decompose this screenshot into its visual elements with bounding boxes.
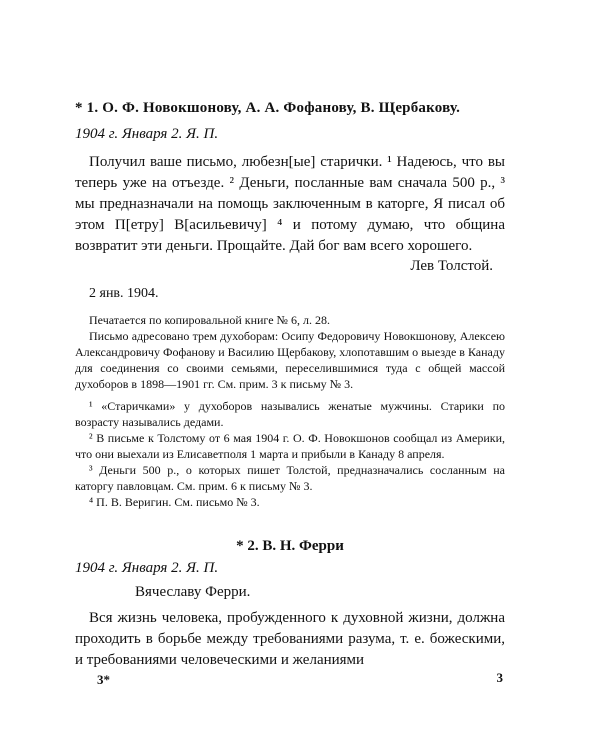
letter-1-paragraph: Получил ваше письмо, любезн[ые] старички. ¹ Надеюсь, что вы теперь уже на отъезде. ² Деньги, посланные вам сначала 500 р., ³ мы предназначали на помощь заключенным в каторге, Я писал об этом П[етру] В[асильевичу] ⁴ и потому думаю, что община возвратит эти деньги. Прощайте. Дай бог вам всего хорошего. [75, 154, 505, 254]
letter-1-body [75, 152, 505, 257]
letter-2-heading: * 2. В. Н. Ферри [236, 538, 344, 554]
letter-2-addressee: Вячеславу Ферри. [135, 584, 251, 600]
footnote-4: ⁴ П. В. Веригин. См. письмо № 3. [89, 495, 260, 509]
letter-2-paragraph: Вся жизнь человека, пробужденного к духовной жизни, должна проходить в борьбе между требованиями разума, т. е. божескими, и требованиями человеческими и желаниями [75, 610, 505, 668]
letter-1-dateline: 1904 г. Января 2. Я. П. [75, 126, 219, 142]
letter-1-signature: Лев Толстой. [410, 258, 493, 274]
letter-1-notes [75, 312, 505, 392]
page-number: 3 [496, 670, 503, 685]
signature-mark: 3* [97, 672, 110, 687]
letter-1-footnotes [75, 398, 505, 510]
footnote-2: ² В письме к Толстому от 6 мая 1904 г. О. Ф. Новокшонов сообщал из Америки, что они выехали из Елисаветполя 1 марта и прибыли в Канаду 8 апреля. [75, 431, 505, 461]
letter-1-heading: * 1. О. Ф. Новокшонову, А. А. Фофанову, В. Щербакову. [75, 100, 461, 116]
footnote-3: ³ Деньги 500 р., о которых пишет Толстой, предназначались сосланным на каторгу павловцам. См. прим. 6 к письму № 3. [75, 463, 505, 493]
letter-2-body [75, 608, 505, 671]
addressee-note: Письмо адресовано трем духоборам: Осипу Федоровичу Новокшонову, Алексею Александровичу Фофанову и Василию Щербакову, хлопотавшим о выезде в Канаду для соединения со своими семьями, переселившимися туда с общей массой духоборов в 1898—1901 гг. См. прим. 3 к письму № 3. [75, 329, 505, 391]
footnote-1: ¹ «Старичками» у духоборов назывались женатые мужчины. Старики по возрасту назывались дедами. [75, 399, 505, 429]
letter-1-date: 2 янв. 1904. [89, 286, 159, 301]
source-note: Печатается по копировальной книге № 6, л. 28. [89, 313, 330, 327]
document-page [75, 0, 505, 750]
letter-2-dateline: 1904 г. Января 2. Я. П. [75, 560, 219, 576]
